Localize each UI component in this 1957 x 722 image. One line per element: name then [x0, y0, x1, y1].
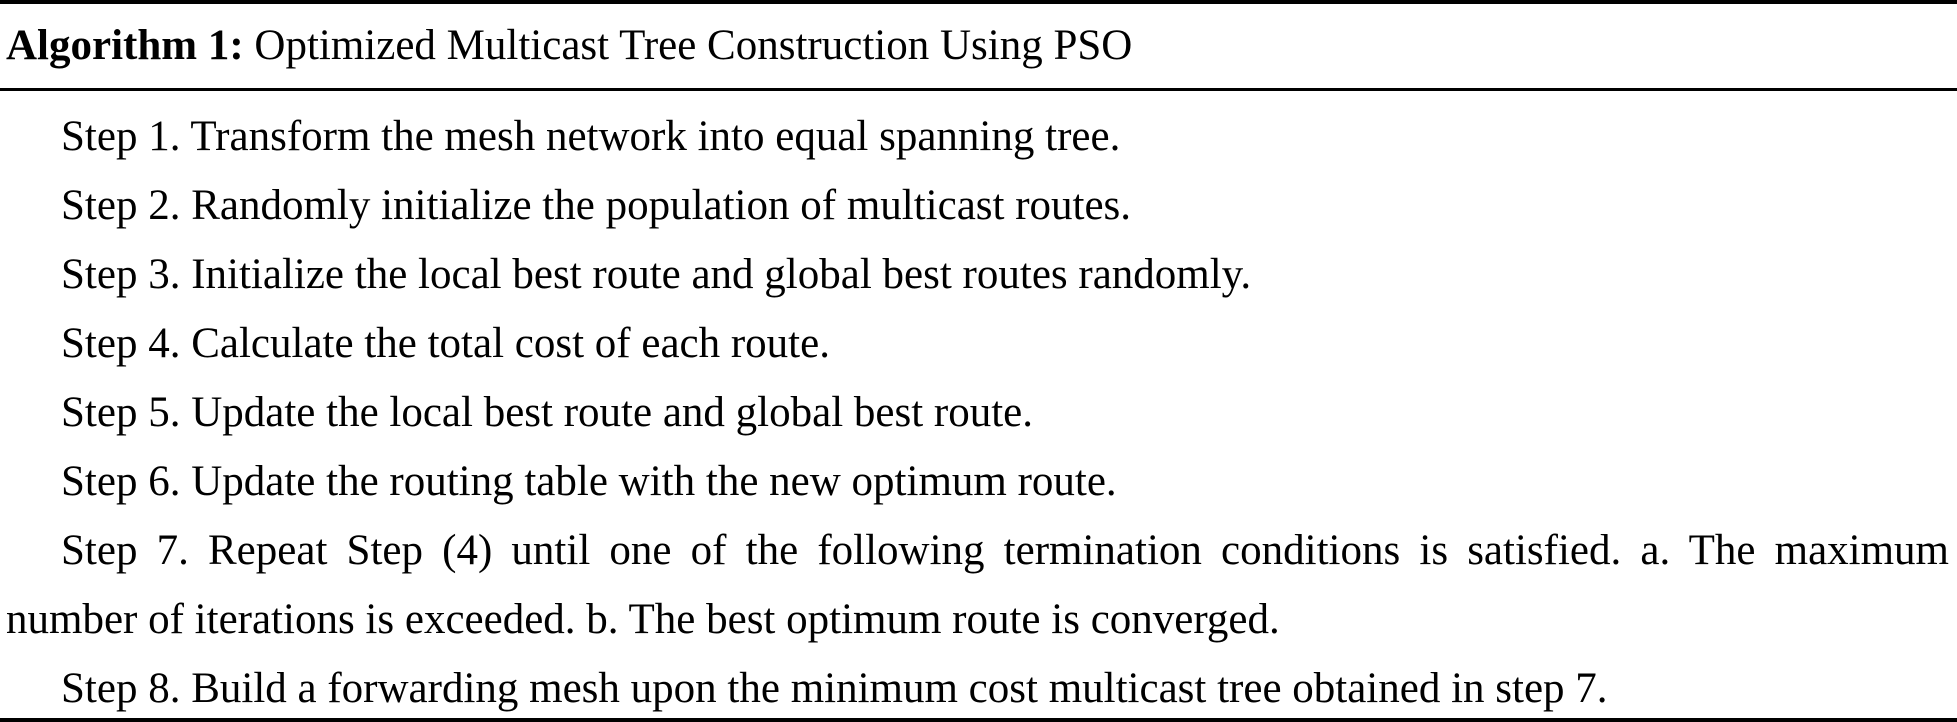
algorithm-step-2: Step 2. Randomly initialize the population of multicast routes. — [61, 182, 1132, 229]
algorithm-step-5: Step 5. Update the local best route and global best route. — [61, 389, 1034, 436]
algorithm-title: Optimized Multicast Tree Construction Using PSO — [254, 22, 1133, 69]
algorithm-step-7: Step 7. Repeat Step (4) until one of the following termination conditions is satisfied. a. The maximum number of iterations is exceeded. b. The best optimum route is converged. — [6, 527, 1949, 643]
algorithm-step-8: Step 8. Build a forwarding mesh upon the minimum cost multicast tree obtained in step 7. — [61, 665, 1608, 712]
algorithm-step-1: Step 1. Transform the mesh network into equal spanning tree. — [61, 113, 1121, 160]
algorithm-step-4: Step 4. Calculate the total cost of each route. — [61, 320, 830, 367]
algorithm-steps-list — [0, 91, 1957, 722]
algorithm-header — [0, 4, 1957, 91]
algorithm-number-label: Algorithm 1: — [6, 22, 244, 69]
algorithm-step-3: Step 3. Initialize the local best route and global best routes randomly. — [61, 251, 1252, 298]
algorithm-step-6: Step 6. Update the routing table with the new optimum route. — [61, 458, 1117, 505]
